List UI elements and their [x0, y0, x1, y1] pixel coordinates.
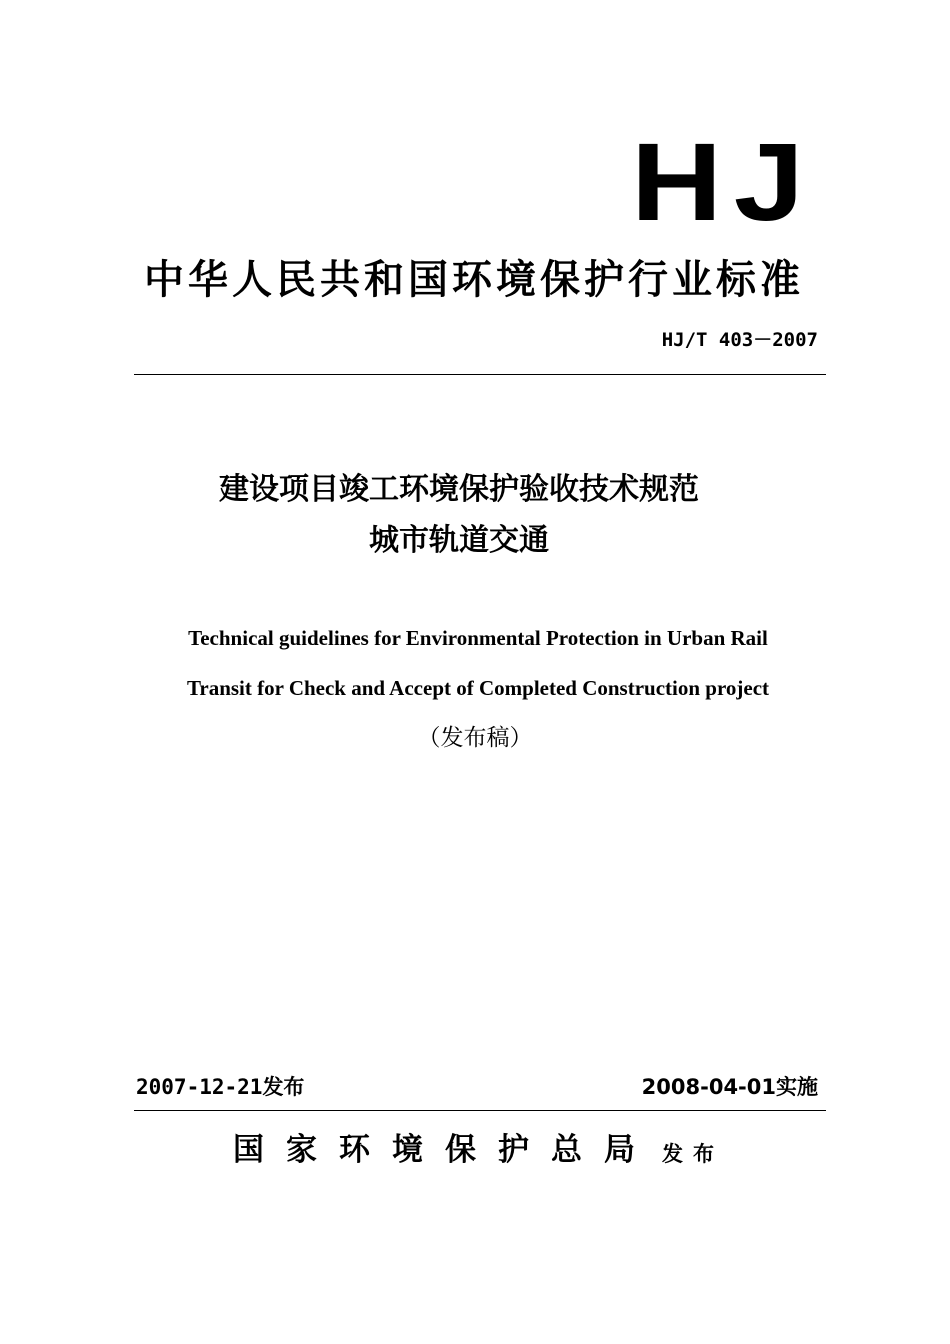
release-date: [136, 1072, 304, 1102]
title-en-line1: Technical guidelines for Environmental Protection in Urban Rail: [188, 626, 768, 650]
bottom-divider: [134, 1110, 826, 1111]
industry-standard-heading: 中华人民共和国环境保护行业标准: [144, 257, 804, 303]
effective-date: [642, 1072, 818, 1102]
effective-date-value: 2008-04-01: [641, 1075, 776, 1099]
issuer-suffix: 发布: [662, 1142, 724, 1166]
title-cn-line1: 建设项目竣工环境保护验收技术规范: [219, 472, 699, 507]
release-date-value: 2007-12-21: [136, 1075, 263, 1099]
draft-note: （发布稿）: [417, 725, 533, 751]
title-en-line2: Transit for Check and Accept of Completed Construction project: [186, 676, 770, 700]
hj-logo: HJ: [631, 121, 816, 244]
effective-date-label: 实施: [776, 1075, 818, 1099]
issuer: 国家环境保护总局: [233, 1132, 657, 1168]
standard-number: HJ/T 403－2007: [661, 329, 818, 351]
top-divider: [134, 374, 826, 375]
title-cn-line2: 城市轨道交通: [369, 523, 549, 558]
release-date-label: 发布: [262, 1075, 305, 1099]
